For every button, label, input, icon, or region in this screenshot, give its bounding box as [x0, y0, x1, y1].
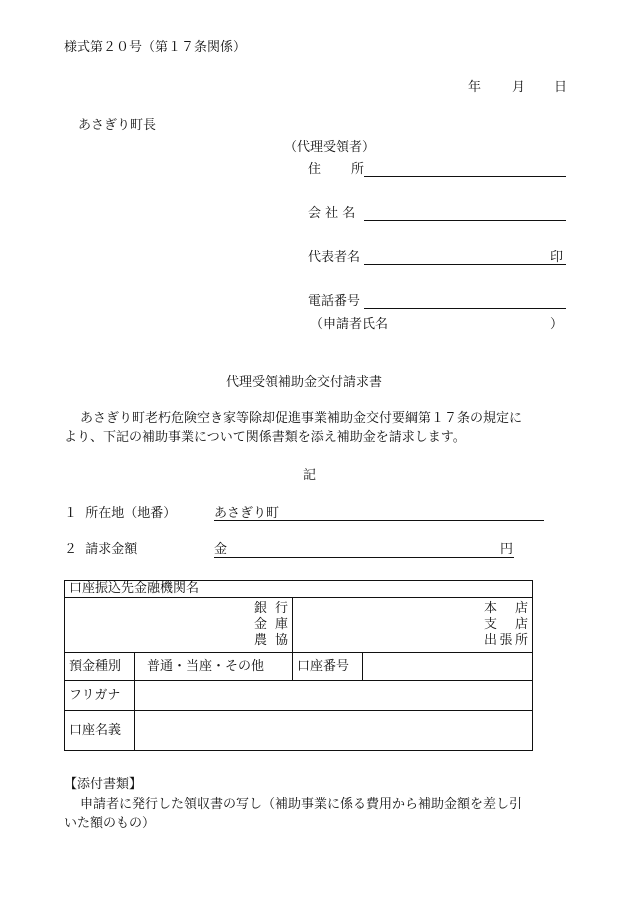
date-month: 月 [512, 80, 526, 95]
representative-label: 代表者名 [308, 250, 361, 265]
branch-type-branch: 支 店 [484, 617, 529, 632]
agent-label: （代理受領者） [284, 140, 376, 155]
item1-label: １ 所在地（地番） [64, 506, 177, 521]
seal-mark: 印 [550, 250, 564, 265]
amount-field-line[interactable] [214, 557, 514, 558]
body-line-1: あさぎり町老朽危険空き家等除却促進事業補助金交付要綱第１７条の規定に [80, 411, 523, 426]
item2-label: ２ 請求金額 [64, 542, 138, 557]
location-field-line[interactable] [214, 520, 544, 521]
item1-value: あさぎり町 [214, 506, 280, 521]
branch-name-cell[interactable] [293, 598, 533, 653]
account-name-label: 口座名義 [65, 711, 135, 751]
attachments-line-1: 申請者に発行した領収書の写し（補助事業に係る費用から補助金額を差し引 [80, 797, 523, 812]
attachments-line-2: いた額のもの） [64, 816, 156, 831]
body-line-2: より、下記の補助事業について関係書類を添え補助金を請求します。 [64, 430, 466, 445]
furigana-label: フリガナ [65, 681, 135, 711]
branch-type-sub: 出 張 所 [484, 633, 528, 648]
company-label: 会 社 名 [308, 206, 356, 221]
bank-name-cell[interactable] [65, 598, 293, 653]
date-day: 日 [554, 80, 568, 95]
branch-type-head: 本 店 [484, 601, 529, 616]
account-number-label: 口座番号 [293, 653, 363, 681]
institution-type-shinkin: 金 庫 [254, 617, 288, 632]
bank-header: 口座振込先金融機関名 [65, 581, 533, 598]
phone-label: 電話番号 [308, 294, 361, 309]
deposit-type-options[interactable]: 普通・当座・その他 [135, 653, 293, 681]
furigana-field[interactable] [135, 681, 533, 711]
amount-prefix: 金 [214, 542, 228, 557]
phone-field-line[interactable] [364, 308, 566, 309]
address-label: 住 所 [308, 162, 364, 177]
attachments-heading: 【添付書類】 [64, 777, 143, 792]
account-name-field[interactable] [135, 711, 533, 751]
institution-type-bank: 銀 行 [254, 601, 288, 616]
form-number: 様式第２０号（第１７条関係） [64, 40, 247, 55]
addressee: あさぎり町長 [78, 118, 157, 133]
company-field-line[interactable] [364, 220, 566, 221]
date-year: 年 [468, 80, 482, 95]
amount-suffix: 円 [500, 542, 514, 557]
institution-type-ja: 農 協 [254, 633, 288, 648]
ki-heading: 記 [303, 468, 317, 483]
document-title: 代理受領補助金交付請求書 [226, 375, 383, 390]
deposit-type-label: 預金種別 [65, 653, 135, 681]
applicant-name-open: （申請者氏名 [310, 317, 389, 332]
account-number-field[interactable] [363, 653, 533, 681]
applicant-name-close: ） [550, 317, 564, 332]
representative-field-line[interactable] [364, 264, 566, 265]
bank-account-table [64, 580, 533, 751]
address-field-line[interactable] [364, 176, 566, 177]
